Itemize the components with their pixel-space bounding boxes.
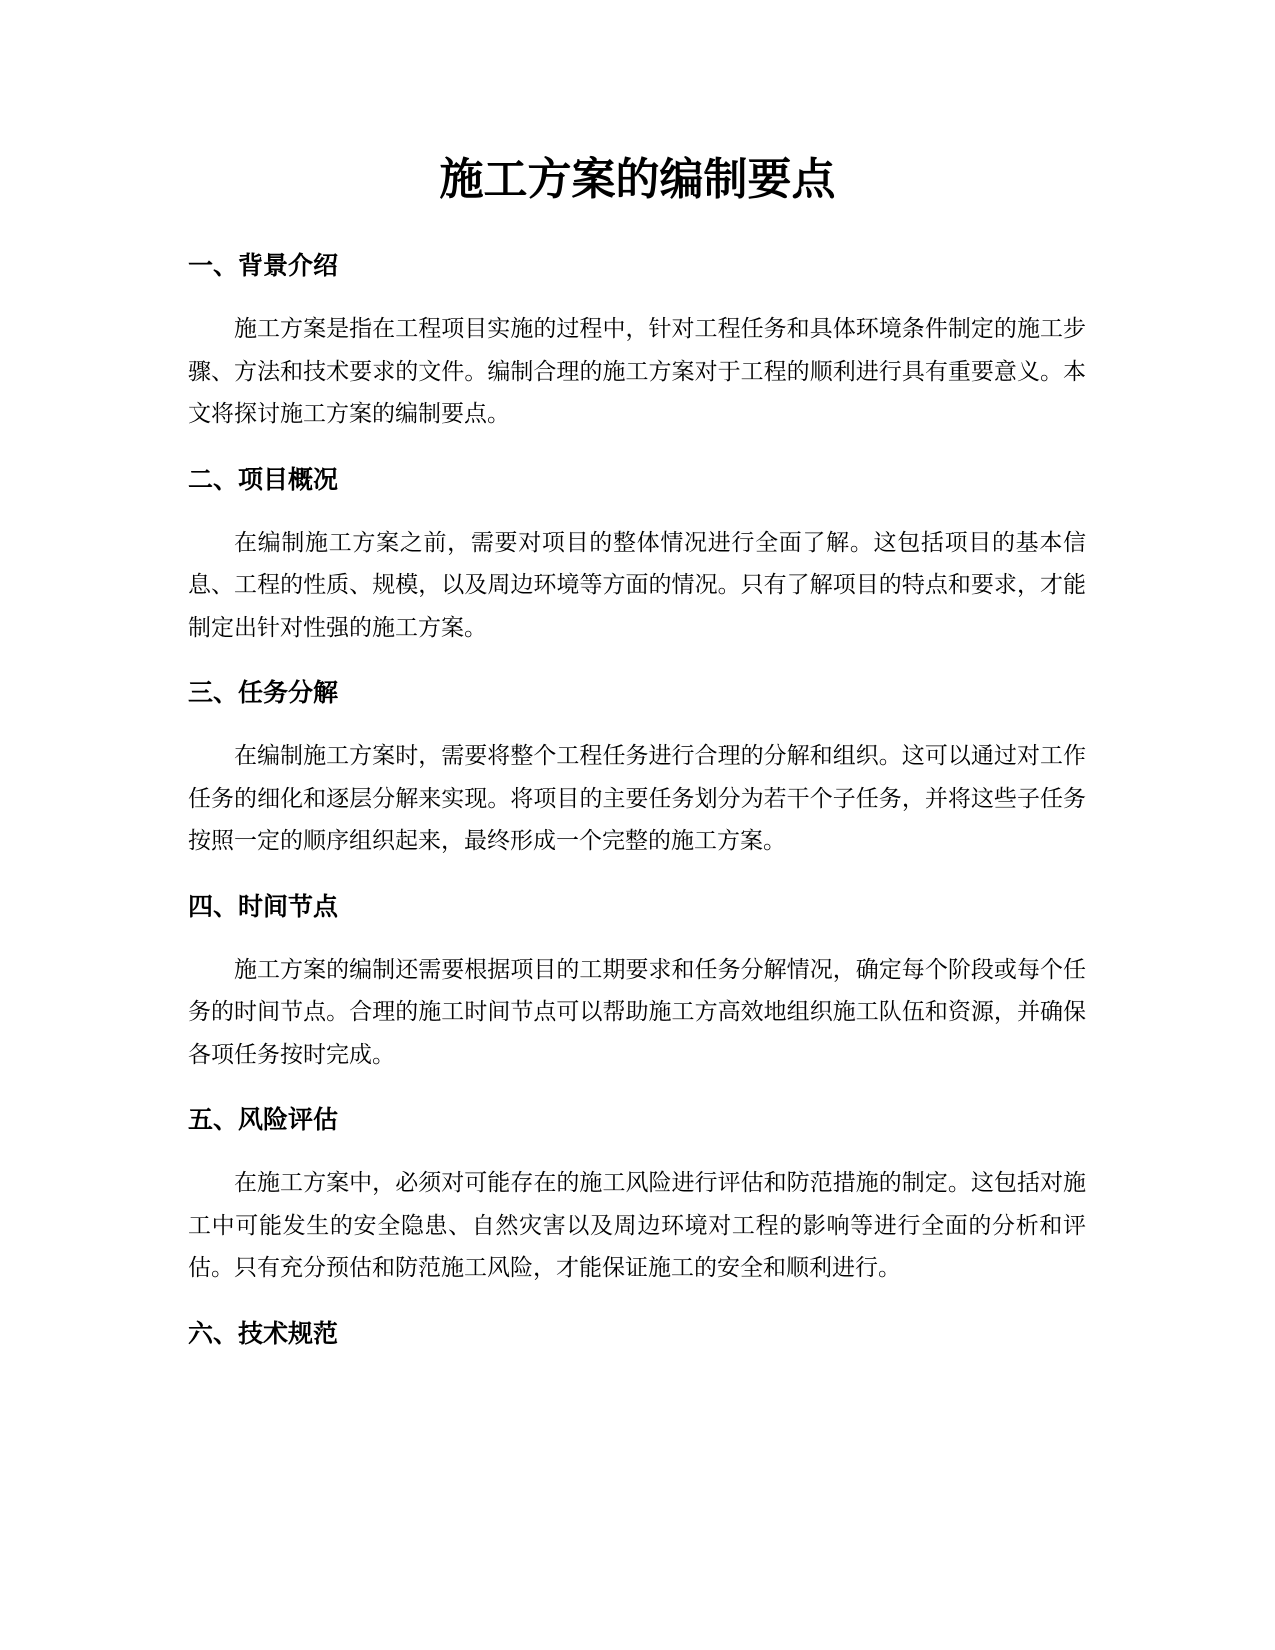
section-heading-time-milestones: 四、时间节点 [188,891,339,921]
section-heading-task-breakdown: 三、任务分解 [188,678,339,707]
section-heading-project-overview: 二、项目概况 [188,464,339,494]
document-content [188,246,1086,1376]
document-title: 施工方案的编制要点 [439,154,836,205]
section-heading-risk-assessment: 五、风险评估 [188,1105,339,1134]
section-heading-background: 一、背景介绍 [188,251,339,280]
section-body-risk-assessment: 在施工方案中，必须对可能存在的施工风险进行评估和防范措施的制定。这包括对施工中可能发生的安全隐患、自然灾害以及周边环境对工程的影响等进行全面的分析和评估。只有充分预估和防范施工风险，才能保证施工的安全和顺利进行。 [188,1170,1086,1281]
section-body-time-milestones: 施工方案的编制还需要根据项目的工期要求和任务分解情况，确定每个阶段或每个任务的时间节点。合理的施工时间节点可以帮助施工方高效地组织施工队伍和资源，并确保各项任务按时完成。 [188,956,1086,1068]
section-body-task-breakdown: 在编制施工方案时，需要将整个工程任务进行合理的分解和组织。这可以通过对工作任务的细化和逐层分解来实现。将项目的主要任务划分为若干个子任务，并将这些子任务按照一定的顺序组织起来，最终形成一个完整的施工方案。 [188,743,1086,854]
section-heading-technical-specs: 六、技术规范 [188,1318,339,1348]
section-body-background: 施工方案是指在工程项目实施的过程中，针对工程任务和具体环境条件制定的施工步骤、方法和技术要求的文件。编制合理的施工方案对于工程的顺利进行具有重要意义。本文将探讨施工方案的编制要点。 [188,316,1086,427]
section-body-project-overview: 在编制施工方案之前，需要对项目的整体情况进行全面了解。这包括项目的基本信息、工程的性质、规模，以及周边环境等方面的情况。只有了解项目的特点和要求，才能制定出针对性强的施工方案。 [188,529,1086,641]
